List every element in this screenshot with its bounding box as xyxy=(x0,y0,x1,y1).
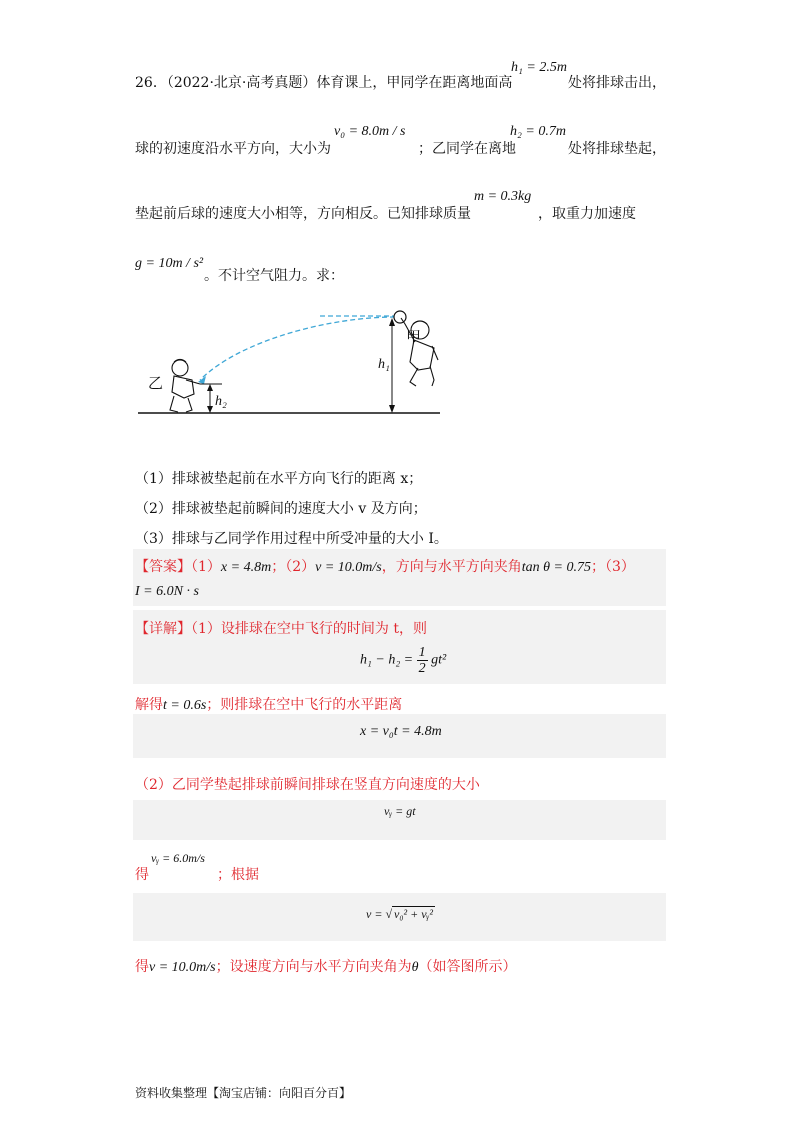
detail-tag: 【详解】 xyxy=(135,621,191,637)
question-text: 26．（2022·北京·高考真题）体育课上，甲同学在距离地面高 xyxy=(135,75,513,91)
g-formula: g = 10m / s² xyxy=(135,256,204,271)
text: ；设速度方向与水平方向夹角为 xyxy=(215,959,412,975)
eq4-lhs: v = xyxy=(366,907,383,921)
answer-part: （1） xyxy=(191,559,221,575)
equation-2: x = v₀t = 4.8m xyxy=(360,724,442,739)
vy-formula: vᵧ = 6.0m/s xyxy=(151,851,205,865)
question-text-suffix-3: ，取重力加速度 xyxy=(538,206,636,222)
detail-line-4 xyxy=(135,864,149,884)
equation-3: vᵧ = gt xyxy=(384,804,416,818)
theta-symbol: θ xyxy=(411,960,419,975)
question-line-3: 垫起前后球的速度大小相等，方向相反。已知排球质量 xyxy=(135,206,471,222)
question-text-suffix-2: 处将排球垫起， xyxy=(568,141,666,157)
subquestion-1: （1）排球被垫起前在水平方向飞行的距离 x； xyxy=(135,471,423,487)
text: 解得 xyxy=(135,697,163,713)
question-text-mid: ；乙同学在离地 xyxy=(418,141,516,157)
eq1-rhs: gt² xyxy=(431,652,447,668)
label-yi: 乙 xyxy=(148,374,164,392)
fraction-half xyxy=(417,645,428,676)
frac-den: 2 xyxy=(418,661,426,676)
v0-formula: v₀ = 8.0m / s xyxy=(334,124,406,139)
question-line-1 xyxy=(135,72,512,92)
question-text-suffix-4: 。不计空气阻力。求： xyxy=(204,268,344,284)
text: 得 xyxy=(135,959,149,975)
h2-formula: h₂ = 0.7m xyxy=(510,124,566,139)
answer-part: ；（2） xyxy=(271,559,316,575)
label-jia: 甲 xyxy=(406,328,422,346)
eq1-lhs: h₁ − h₂ = xyxy=(360,652,414,668)
label-h1: h₁ xyxy=(378,357,390,372)
equation-1 xyxy=(360,645,446,676)
detail-line-5 xyxy=(135,956,517,976)
v-formula: v = 10.0m/s xyxy=(149,960,216,975)
detail-line-3: （2）乙同学垫起排球前瞬间排球在竖直方向速度的大小 xyxy=(135,777,480,793)
sqrt-icon: √ xyxy=(385,907,393,921)
page-footer: 资料收集整理【淘宝店铺：向阳百分百】 xyxy=(135,1086,352,1100)
question-text-suffix: 处将排球击出， xyxy=(568,75,666,91)
text: （如答图所示） xyxy=(418,959,517,975)
subquestion-3: （3）排球与乙同学作用过程中所受冲量的大小 I。 xyxy=(135,531,448,547)
answer-formula-2: v = 10.0m/s xyxy=(315,560,382,575)
eq4-radicand: v₀² + vᵧ² xyxy=(394,907,433,921)
h1-formula: h₁ = 2.5m xyxy=(511,60,567,75)
detail-text: （1）设排球在空中飞行的时间为 t，则 xyxy=(191,621,427,637)
detail-line-2 xyxy=(135,694,402,714)
answer-formula-1: x = 4.8m xyxy=(220,560,272,575)
detail-line-4-suffix: ；根据 xyxy=(217,867,259,883)
volleyball-figure xyxy=(130,300,450,420)
equation-4 xyxy=(366,907,435,922)
question-line-2: 球的初速度沿水平方向，大小为 xyxy=(135,141,331,157)
answer-formula-3: tan θ = 0.75 xyxy=(521,560,591,575)
frac-num: 1 xyxy=(418,645,426,660)
subquestion-2: （2）排球被垫起前瞬间的速度大小 v 及方向； xyxy=(135,501,427,517)
answer-tag: 【答案】 xyxy=(135,559,191,575)
t-formula: t = 0.6s xyxy=(163,698,207,713)
label-h2: h₂ xyxy=(215,394,227,409)
answer-part: ，方向与水平方向夹角 xyxy=(381,559,522,575)
mass-formula: m = 0.3kg xyxy=(474,189,532,204)
answer-formula-4: I = 6.0N · s xyxy=(135,584,199,599)
text: ；则排球在空中飞行的水平距离 xyxy=(206,697,403,713)
answer-line xyxy=(135,556,635,576)
answer-part: ；（3） xyxy=(590,559,635,575)
text: 得 xyxy=(135,867,149,883)
detail-line-1 xyxy=(135,618,427,638)
